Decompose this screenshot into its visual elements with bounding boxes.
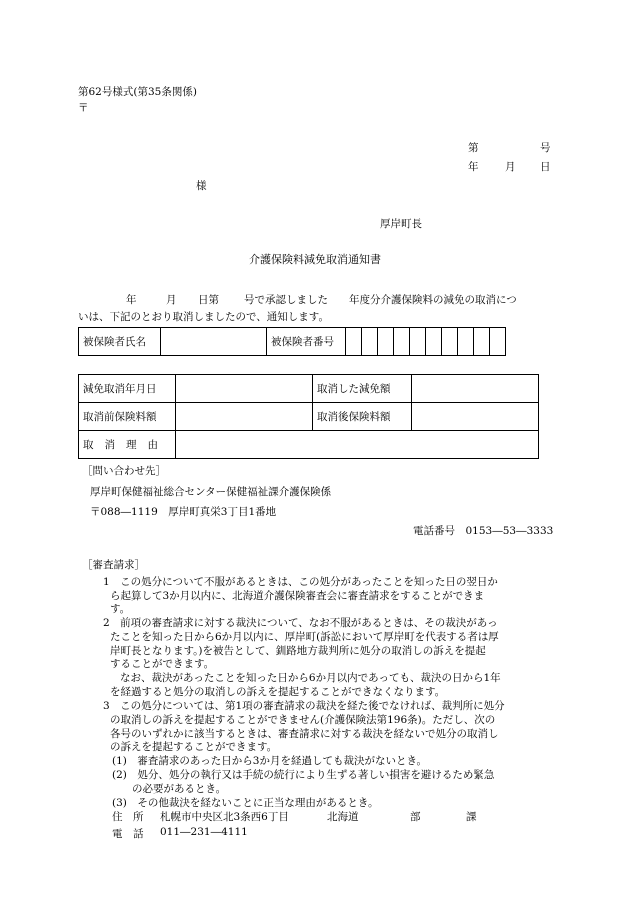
review-paragraph-1-line: ら起算して3か月以内に、北海道介護保険審査会に審査請求をすることができま xyxy=(110,590,485,602)
date-day-label: 日 xyxy=(540,161,551,173)
recipient-honorific: 様 xyxy=(196,180,207,192)
review-item-3: (3) その他裁決を経ないことに正当な理由があるとき。 xyxy=(112,797,379,809)
form-number: 第62号様式(第35条関係) xyxy=(78,86,197,98)
body-month-label: 月 xyxy=(166,294,177,306)
review-item-1: (1) 審査請求のあった日から3か月を経過しても裁決がないとき。 xyxy=(112,755,428,767)
insured-person-table xyxy=(78,327,506,356)
date-year-label: 年 xyxy=(468,161,479,173)
body-year-label: 年 xyxy=(126,294,137,306)
review-paragraph-1-line: 1 この処分について不服があるときは、この処分があったことを知った日の翌日か xyxy=(103,576,498,588)
review-address-label: 住 所 xyxy=(112,811,144,823)
premium-before-field[interactable] xyxy=(176,403,313,431)
body-rest-text: 年度分介護保険料の減免の取消につ xyxy=(349,294,517,306)
review-paragraph-2b-line: なお、裁決があったことを知った日から6か月以内であっても、裁決の日から1年 xyxy=(120,672,501,684)
inquiry-address: 〒088―1119 厚岸町真栄3丁目1番地 xyxy=(90,506,277,518)
review-paragraph-3-line: 各号のいずれかに該当するときは、審査請求に対する裁決を経ないで処分の取消し xyxy=(110,728,499,740)
premium-after-field[interactable] xyxy=(412,403,539,431)
insured-number-digit[interactable] xyxy=(378,328,394,356)
review-paragraph-2b-line: を経過すると処分の取消しの訴えを提起することができなくなります。 xyxy=(110,686,446,698)
review-address-section: 課 xyxy=(466,811,477,823)
cancelled-amount-field[interactable] xyxy=(412,375,539,403)
review-paragraph-2-line: たことを知った日から6か月以内に、厚岸町(訴訟において厚岸町を代表する者は厚 xyxy=(110,631,499,643)
insured-number-digit[interactable] xyxy=(410,328,426,356)
premium-before-label: 取消前保険料額 xyxy=(79,403,176,431)
review-address-value: 札幌市中央区北3条西6丁目 xyxy=(160,811,289,823)
cancel-reason-label: 取消理由 xyxy=(79,431,176,459)
review-paragraph-3-line: の取消しの訴えを提起することができません(介護保険法第196条)。ただし、次の xyxy=(110,714,496,726)
document-number-label: 第 xyxy=(468,142,479,154)
review-telephone-value: 011―231―4111 xyxy=(160,826,248,838)
review-address-department: 部 xyxy=(410,811,421,823)
body-line-2: いは、下記のとおり取消しましたので、通知します。 xyxy=(78,311,329,323)
body-approved-text: 号で承認しました xyxy=(244,294,328,306)
postal-mark: 〒 xyxy=(78,102,89,114)
insured-number-label: 被保険者番号 xyxy=(267,328,346,356)
review-heading: ［審査請求］ xyxy=(82,559,145,571)
review-paragraph-2-line: することができます。 xyxy=(110,658,215,670)
insured-number-digit[interactable] xyxy=(442,328,458,356)
review-paragraph-3-line: 3 この処分については、第1項の審査請求の裁決を経た後でなければ、裁判所に処分 xyxy=(103,700,505,712)
inquiry-phone: 電話番号 0153―53―3333 xyxy=(413,525,554,537)
insured-name-label: 被保険者氏名 xyxy=(79,328,161,356)
cancel-reason-field[interactable] xyxy=(176,431,539,459)
inquiry-heading: ［問い合わせ先］ xyxy=(82,465,166,477)
insured-number-digit[interactable] xyxy=(458,328,474,356)
insured-number-digit[interactable] xyxy=(394,328,410,356)
premium-after-label: 取消後保険料額 xyxy=(313,403,412,431)
cancellation-detail-table xyxy=(78,374,539,459)
review-address-prefecture: 北海道 xyxy=(327,811,359,823)
insured-number-digit[interactable] xyxy=(346,328,362,356)
sender-name: 厚岸町長 xyxy=(380,218,422,230)
insured-name-field[interactable] xyxy=(161,328,267,356)
body-day-no-label: 日第 xyxy=(198,294,219,306)
review-paragraph-3-line: の訴えを提起することができます。 xyxy=(110,741,278,753)
cancelled-amount-label: 取消した減免額 xyxy=(313,375,412,403)
insured-number-digit[interactable] xyxy=(474,328,490,356)
inquiry-office: 厚岸町保健福祉総合センター保健福祉課介護保険係 xyxy=(90,486,332,498)
review-item-2-line: (2) 処分、処分の執行又は手続の続行により生ずる著しい損害を避けるため緊急 xyxy=(112,769,495,781)
cancel-date-field[interactable] xyxy=(176,375,313,403)
insured-number-digit[interactable] xyxy=(490,328,506,356)
review-item-2-line: の必要があるとき。 xyxy=(132,783,227,795)
insured-number-digit[interactable] xyxy=(362,328,378,356)
review-paragraph-2-line: 岸町長となります。)を被告として、釧路地方裁判所に処分の取消しの訴えを提起 xyxy=(110,645,486,657)
document-number-suffix: 号 xyxy=(540,142,551,154)
date-month-label: 月 xyxy=(505,161,516,173)
insured-number-digit[interactable] xyxy=(426,328,442,356)
review-telephone-label: 電 話 xyxy=(112,828,144,840)
review-paragraph-2-line: 2 前項の審査請求に対する裁決について、なお不服があるときは、その裁決があっ xyxy=(103,617,498,629)
review-paragraph-1-line: す。 xyxy=(110,603,131,615)
cancel-date-label: 減免取消年月日 xyxy=(79,375,176,403)
document-title: 介護保険料減免取消通知書 xyxy=(249,253,381,266)
